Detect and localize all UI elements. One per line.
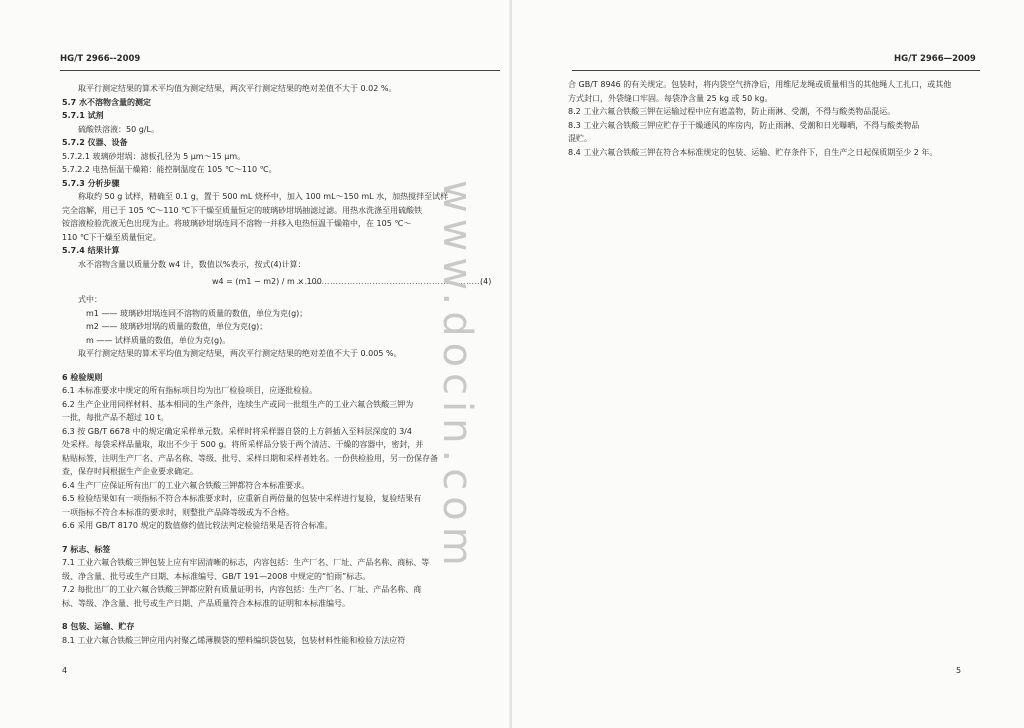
text-line: 处采样。每袋采样品量取，取出不少于 500 g。将所采样品分装于两个清洁、干燥的容器中，密封，并 (62, 440, 424, 449)
text-line: 8.2 工业六氟合铁酸三钾在运输过程中应有遮盖物，防止雨淋、受潮，不得与酸类物品混运。 (568, 107, 896, 116)
docin-watermark: www.docin.com (434, 180, 480, 572)
text-line: 级、净含量、批号或生产日期、本标准编号、GB/T 191—2008 中规定的“怕雨”标志。 (62, 571, 371, 581)
text-line: 7.1 工业六氟合铁酸三钾包装上应有牢固清晰的标志，内容包括：生产厂名、厂址、产品名称、商标、等 (62, 558, 430, 567)
text-line: 7.2 每批出厂的工业六氟合铁酸三钾都应附有质量证明书，内容包括：生产厂名、厂址、产品名称、商 (62, 585, 422, 594)
text-line: 8.3 工业六氟合铁酸三钾应贮存于干燥通风的库房内，防止雨淋、受潮和日光曝晒，不得与酸类物品 (568, 120, 920, 130)
formula-leader-dots: ………………………………………………………… (296, 277, 483, 286)
text-line: 6.1 本标准要求中规定的所有指标项目均为出厂检验项目，应逐批检验。 (62, 386, 318, 395)
text-line: 取平行测定结果的算术平均值为测定结果，两次平行测定结果的绝对差值不大于 0.02 %。 (78, 84, 397, 93)
text-line: 式中： (78, 295, 102, 304)
text-line: 完全溶解，用已于 105 ℃～110 ℃下干燥至质量恒定的玻璃砂坩埚抽滤过滤。用热水洗涤至用硫酸铁 (62, 205, 423, 215)
text-line: 一批，每批产品不超过 10 t。 (62, 413, 169, 422)
text-line: 取平行测定结果的算术平均值为测定结果，两次平行测定结果的绝对差值不大于 0.005 %。 (78, 349, 402, 358)
standard-number-right: HG/T 2966—2009 (894, 54, 976, 64)
section-heading: 5.7.4 结果计算 (62, 246, 120, 255)
text-line: 8.4 工业六氟合铁酸三钾在符合本标准规定的包装、运输、贮存条件下，自生产之日起保质期至少 2 年。 (568, 147, 938, 157)
header-rule-left (60, 70, 500, 71)
text-line: 查，保存时间根据生产企业要求确定。 (62, 467, 198, 476)
text-line: 8.1 工业六氟合铁酸三钾应用内衬聚乙烯薄膜袋的塑料编织袋包装，包装材料性能和检验方法应符 (62, 635, 406, 645)
text-line: 标、等级、净含量、批号或生产日期、产品质量符合本标准的证明和本标准编号。 (62, 598, 350, 608)
section-heading: 5.7.2 仪器、设备 (62, 138, 128, 147)
section-heading: 7 标志、标签 (62, 544, 111, 554)
text-line: 方式封口，外袋缝口牢固。每袋净含量 25 kg 或 50 kg。 (568, 93, 773, 103)
text-line: 粘贴标签，注明生产厂名、产品名称、等级、批号、采样日期和采样者姓名。一份供检验用，另一份保存备 (62, 453, 438, 463)
text-line: 110 ℃下干燥至质量恒定。 (62, 232, 161, 242)
formula-4 (62, 271, 492, 293)
text-line: 5.7.2.2 电热恒温干燥箱：能控制温度在 105 ℃～110 ℃。 (62, 165, 277, 174)
text-line: 6.4 生产厂应保证所有出厂的工业六氟合铁酸三钾都符合本标准要求。 (62, 480, 310, 490)
paragraph-spacer (62, 361, 448, 371)
standard-number-left: HG/T 2966--2009 (60, 54, 141, 64)
text-line: 6.5 检验结果如有一项指标不符合本标准要求时，应重新自两倍量的包装中采样进行复验，复验结果有 (62, 494, 422, 503)
text-line: 混贮。 (568, 134, 592, 143)
section-heading: 5.7.3 分析步骤 (62, 178, 120, 188)
formula-expression: w4 = (m1 − m2) / m × 100 (212, 277, 322, 286)
section-heading: 5.7.1 试剂 (62, 111, 104, 120)
section-heading: 6 检验规则 (62, 372, 103, 382)
text-line: 6.2 生产企业用同样材料、基本相同的生产条件，连续生产或同一批组生产的工业六氟合铁酸三钾为 (62, 399, 414, 409)
text-line: 6.6 采用 GB/T 8170 规定的数值修约值比较法判定检验结果是否符合标准。 (62, 521, 333, 530)
text-line: 水不溶物含量以质量分数 w4 计，数值以%表示，按式(4)计算： (78, 259, 306, 269)
text-line: 铵溶液检验洗液无色出现为止。将玻璃砂坩埚连同不溶物一并移入电热恒温干燥箱中，在 105 ℃～ (62, 219, 412, 228)
paragraph-spacer (62, 610, 448, 620)
text-line: 一项指标不符合本标准的要求时，则整批产品降等级或为不合格。 (62, 507, 294, 517)
paragraph-spacer (62, 533, 448, 543)
text-line: m2 —— 玻璃砂坩埚的质量的数值，单位为克(g)； (86, 322, 268, 331)
section-heading: 8 包装、运输、贮存 (62, 622, 135, 631)
text-line: 称取约 50 g 试样，精确至 0.1 g，置于 500 mL 烧杯中，加入 100 mL～150 mL 水，加热搅拌至试样 (78, 192, 449, 201)
right-page-body (568, 78, 951, 159)
header-rule-right (572, 70, 980, 71)
text-line: m1 —— 玻璃砂坩埚连同不溶物的质量的数值，单位为克(g)； (86, 308, 308, 318)
text-line: m —— 试样质量的数值，单位为克(g)。 (86, 335, 231, 345)
formula-number: (4) (480, 277, 492, 286)
page-number-left: 4 (62, 666, 68, 675)
text-line: 6.3 按 GB/T 6678 中的规定确定采样单元数。采样时将采样器自袋的上方斜插入至料层深度的 3/4 (62, 426, 412, 436)
page-number-right: 5 (956, 666, 962, 675)
text-line: 5.7.2.1 玻璃砂坩埚：滤板孔径为 5 μm～15 μm。 (62, 151, 246, 161)
text-line: 合 GB/T 8946 的有关规定。包装时，将内袋空气挤净后，用维尼龙绳或质量相当的其他绳人工扎口，或其他 (568, 80, 952, 89)
text-line: 硫酸铁溶液：50 g/L。 (78, 124, 159, 134)
right-page (512, 0, 1024, 728)
section-heading: 5.7 水不溶物含量的测定 (62, 97, 151, 107)
